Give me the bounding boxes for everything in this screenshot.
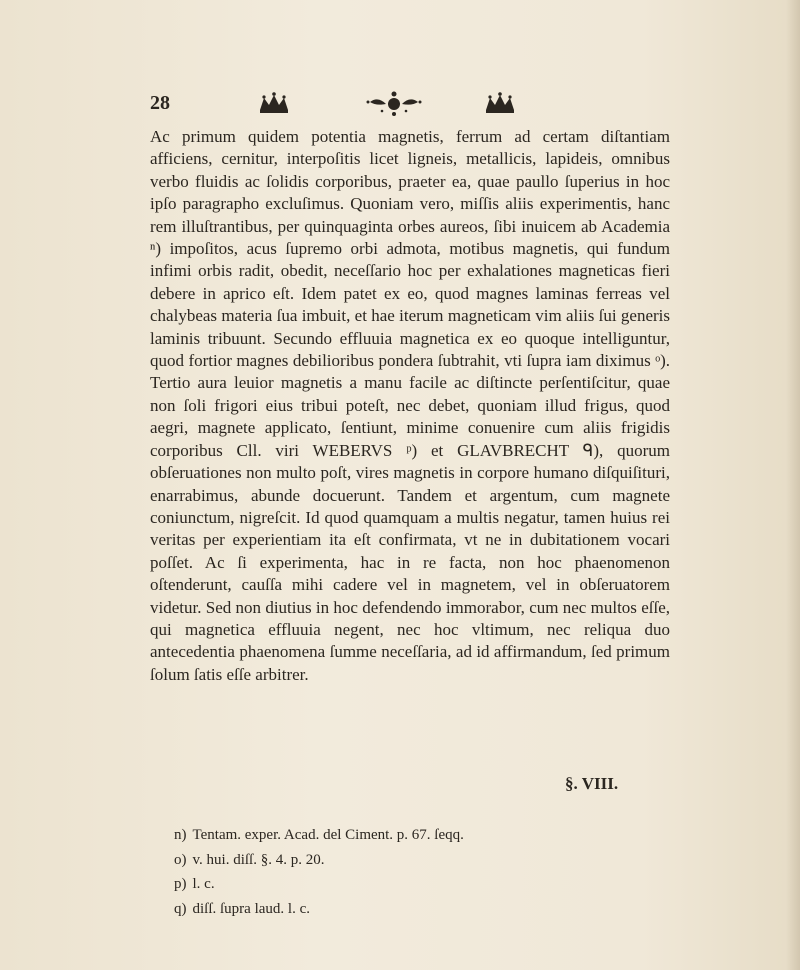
footnotes bbox=[174, 823, 654, 921]
footnote-label: n) bbox=[174, 827, 187, 843]
footnote-label: p) bbox=[174, 876, 187, 892]
body-paragraph: Ac primum quidem potentia magnetis, ferrum ad certam diſtantiam afficiens, cernitur, interpoſitis licet ligneis, metallicis, lapideis, omnibus verbo fluidis ac ſolidis corporibus, praeter ea, quae paullo ſuperius in hoc ipſo paragrapho excluſimus. Quoniam vero, miſſis aliis experimentis, hanc rem illuſtrantibus, per quinquaginta orbes aureos, ſibi inuicem ab Academia ⁿ) impoſitos, acus ſupremo orbi admota, motibus magnetis, qui fundum infimi orbis radit, obedit, neceſſario hoc per exhalationes magneticas fieri debere in aprico eſt. Idem patet ex eo, quod magnes laminas ferreas vel chalybeas materia ſua imbuit, et hae iterum magneticam vim aliis ſui generis laminis tribuunt. Secundo effluuia magnetica ex eo quoque intelliguntur, quod fortior magnes debilioribus pondera ſubtrahit, vti ſupra iam diximus ᵒ). Tertio aura leuior magnetis a manu facile ac diſtincte perſentiſcitur, quae non ſoli frigori eius tribui poteſt, nec debet, quoniam illud frigus, quod aegri, magnete applicato, ſentiunt, minime conuenire cum aliis frigidis corporibus Cll. viri WEBERVS ᵖ) et GLAVBRECHT ᑫ), quorum obſeruationes non multo poſt, vires magnetis in corpore humano diſquiſituri, enarrabimus, abunde docuerunt. Tandem et argentum, cum magnete coniunctum, nigreſcit. Id quod quamquam a multis negatur, tamen huius rei veritas per experientiam ita eſt confirmata, vt ne in dubitationem vocari poſſet. Ac ſi experimenta, hac in re facta, non hoc phaenomenon oſtenderunt, cauſſa mihi cadere vel in magnetem, vel in obſeruatorem videtur. Sed non diutius in hoc defendendo immorabor, cum nec multos eſſe, qui magnetica effluuia negent, nec hoc vltimum, nec reliqua duo antecedentia phaenomena ſumme neceſſaria, ad id affirmandum, ſed primum ſolum ſatis eſſe arbitrer. bbox=[150, 127, 670, 684]
running-header bbox=[150, 90, 670, 120]
crown-ornament-icon bbox=[254, 90, 294, 116]
page-number: 28 bbox=[150, 92, 170, 114]
section-heading: §. VIII. bbox=[565, 774, 619, 793]
footnote bbox=[174, 848, 654, 873]
footnote bbox=[174, 897, 654, 922]
footnote-text: v. hui. diſſ. §. 4. p. 20. bbox=[192, 851, 325, 868]
crown-ornament-icon bbox=[480, 90, 520, 116]
footnote-text: diſſ. ſupra laud. l. c. bbox=[192, 900, 310, 917]
footnote-text: l. c. bbox=[192, 876, 215, 892]
footnote-label: o) bbox=[174, 851, 187, 868]
fleuron-ornament-icon bbox=[364, 90, 424, 116]
footnote-label: q) bbox=[174, 900, 187, 917]
footnote bbox=[174, 823, 654, 848]
footnote-text: Tentam. exper. Acad. del Ciment. p. 67. ſeqq. bbox=[192, 827, 464, 843]
footnote bbox=[174, 872, 654, 897]
main-text-block bbox=[150, 126, 670, 686]
page-edge-shadow bbox=[786, 0, 800, 970]
